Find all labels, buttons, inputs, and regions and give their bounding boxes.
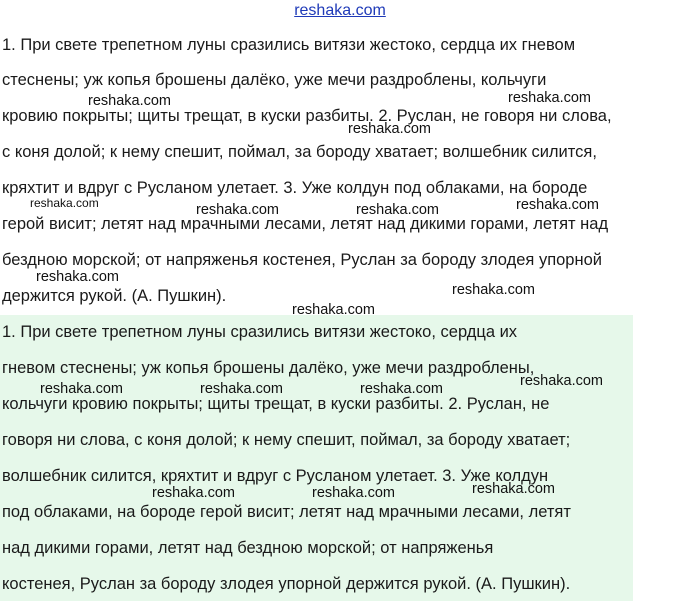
answer-line: говоря ни слова, с коня долой; к нему спешит, поймал, за бороду хватает; [2,431,571,449]
watermark: reshaka.com [200,381,284,397]
answer-line: волшебник силится, кряхтит и вдруг с Русланом улетает. 3. Уже колдун [2,467,549,485]
watermark: reshaka.com [452,282,536,298]
watermark: reshaka.com [40,381,124,397]
original-line: стеснены; уж копья брошены далёко, уже мечи раздроблены, кольчуги [2,71,547,89]
watermark: reshaka.com [472,481,556,497]
answer-line: кольчуги кровию покрыты; щиты трещат, в куски разбиты. 2. Руслан, не [2,395,550,413]
watermark: reshaka.com [30,196,99,210]
watermark: reshaka.com [520,373,604,389]
answer-line: 1. При свете трепетном луны сразились витязи жестоко, сердца их [2,323,518,341]
original-line: герой висит; летят над мрачными лесами, летят над дикими горами, летят над [2,215,609,233]
answer-line: гневом стеснены; уж копья брошены далёко, уже мечи раздроблены, [2,359,535,377]
site-logo-link[interactable]: reshaka.com [294,2,386,19]
answer-line: над дикими горами, летят над бездною морской; от напряженья [2,539,494,557]
watermark: reshaka.com [292,302,376,318]
original-line: бездною морской; от напряженья костенея, Руслан за бороду злодея упорной [2,251,602,269]
site-header [0,0,680,24]
original-line: 1. При свете трепетном луны сразились витязи жестоко, сердца их гневом [2,36,576,54]
answer-line: под облаками, на бороде герой висит; летят над мрачными лесами, летят [2,503,571,521]
watermark: reshaka.com [312,485,396,501]
watermark: reshaka.com [516,197,600,213]
watermark: reshaka.com [36,269,120,285]
watermark: reshaka.com [152,485,236,501]
watermark: reshaka.com [356,202,440,218]
original-line: с коня долой; к нему спешит, поймал, за бороду хватает; волшебник силится, [2,143,597,161]
watermark: reshaka.com [360,381,444,397]
watermark: reshaka.com [508,90,592,106]
watermark: reshaka.com [348,121,432,137]
original-line: держится рукой. (А. Пушкин). [2,287,227,305]
answer-line: костенея, Руслан за бороду злодея упорной держится рукой. (А. Пушкин). [2,575,571,593]
watermark: reshaka.com [88,93,172,109]
original-line: кровию покрыты; щиты трещат, в куски разбиты. 2. Руслан, не говоря ни слова, [2,107,612,125]
original-line: кряхтит и вдруг с Русланом улетает. 3. Уже колдун под облаками, на бороде [2,179,588,197]
watermark: reshaka.com [196,202,280,218]
